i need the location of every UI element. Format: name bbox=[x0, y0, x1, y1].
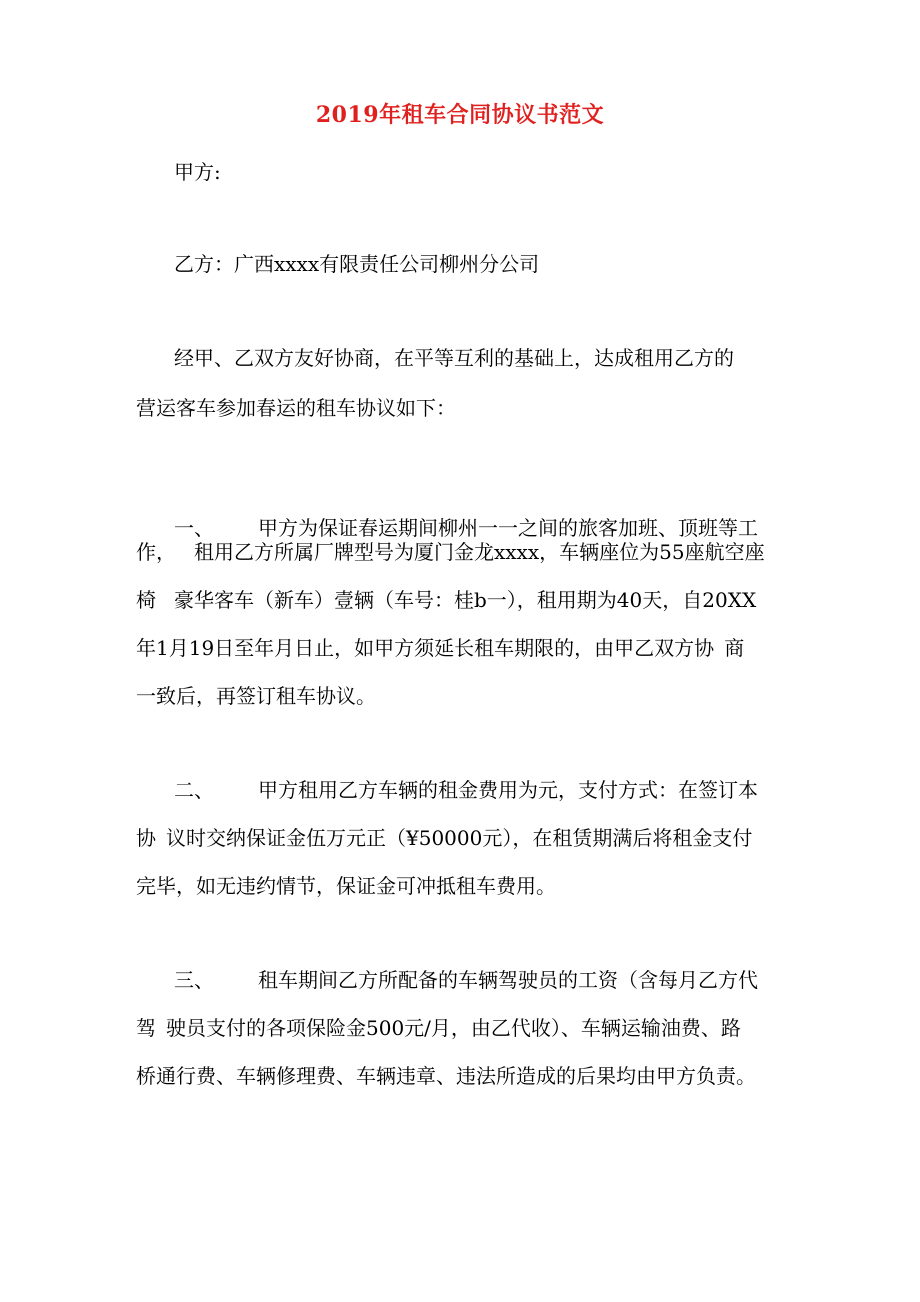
clause-1-fragment: 椅 bbox=[136, 588, 156, 612]
clause-2-text: 议时交纳保证金伍万元正（¥50000元），在租赁期满后将租金支付 bbox=[166, 826, 753, 850]
clause-3-text: 租车期间乙方所配备的车辆驾驶员的工资（含每月乙方代 bbox=[258, 968, 758, 992]
party-b-line: 乙方：广西xxxx有限责任公司柳州分公司 bbox=[174, 252, 540, 276]
clause-2-first-line bbox=[174, 776, 758, 804]
clause-1-line-3 bbox=[136, 586, 756, 614]
party-a-line: 甲方: bbox=[174, 160, 221, 184]
clause-1-line-2 bbox=[136, 538, 765, 566]
clause-1-text: 年1月19日至年月日止，如甲方须延长租车期限的，由甲乙双方协 bbox=[136, 636, 715, 660]
intro-line-1: 经甲、乙双方友好协商，在平等互利的基础上，达成租用乙方的 bbox=[174, 346, 734, 370]
clause-1-line-5: 一致后，再签订租车协议。 bbox=[136, 684, 376, 708]
clause-3-line-2 bbox=[136, 1014, 741, 1042]
clause-3-first-line bbox=[174, 966, 758, 994]
clause-2-line-2 bbox=[136, 824, 752, 852]
clause-2-line-3: 完毕，如无违约情节，保证金可冲抵租车费用。 bbox=[136, 874, 556, 898]
clause-3-text: 驶员支付的各项保险金500元/月，由乙代收）、车辆运输油费、路 bbox=[166, 1016, 741, 1040]
clause-1-line-4 bbox=[136, 634, 744, 662]
clause-3-line-3: 桥通行费、车辆修理费、车辆违章、违法所造成的后果均由甲方负责。 bbox=[136, 1064, 756, 1088]
document-title: 2019年租车合同协议书范文 bbox=[315, 102, 605, 128]
clause-1-fragment: 商 bbox=[724, 636, 745, 660]
clause-1-number: 一、 bbox=[174, 516, 214, 540]
clause-3-number: 三、 bbox=[174, 968, 214, 992]
clause-1-text: 甲方为保证春运期间柳州一一之间的旅客加班、顶班等工 bbox=[258, 516, 758, 540]
clause-1-text: 豪华客车（新车）壹辆（车号：桂b一），租用期为40天，自20XX bbox=[174, 588, 757, 612]
clause-2-text: 甲方租用乙方车辆的租金费用为元，支付方式：在签订本 bbox=[258, 778, 758, 802]
clause-2-number: 二、 bbox=[174, 778, 214, 802]
clause-1-fragment: 作， bbox=[136, 540, 176, 564]
clause-2-fragment: 协 bbox=[136, 826, 156, 850]
clause-3-fragment: 驾 bbox=[136, 1016, 156, 1040]
intro-line-2: 营运客车参加春运的租车协议如下： bbox=[136, 396, 456, 420]
clause-1-text: 租用乙方所属厂牌型号为厦门金龙xxxx，车辆座位为55座航空座 bbox=[194, 540, 765, 564]
